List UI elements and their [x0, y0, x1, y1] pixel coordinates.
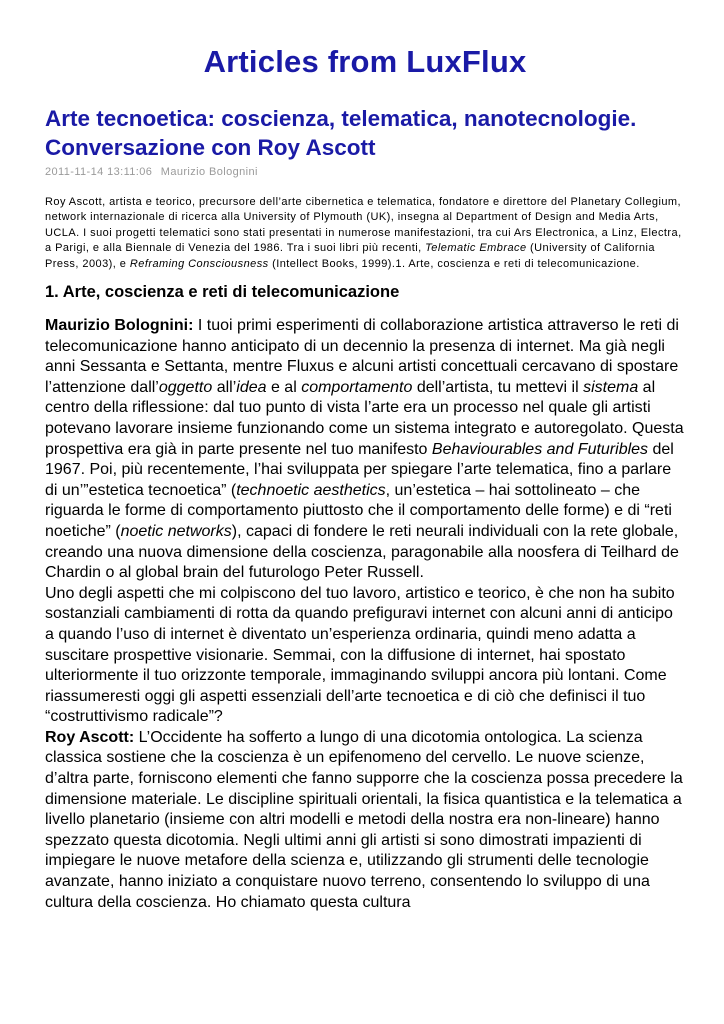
article-date: 2011-11-14 13:11:06: [45, 166, 153, 178]
article-author: Maurizio Bolognini: [160, 166, 258, 178]
intro-paragraph: [45, 195, 683, 272]
speaker-label: Roy Ascott:: [45, 728, 135, 746]
speaker-label: Maurizio Bolognini:: [45, 317, 194, 334]
article-meta: [45, 166, 258, 178]
question-paragraph: Uno degli aspetti che mi colpiscono del tuo lavoro, artistico e teorico, è che non ha subito sostanziali cambiamenti di rotta da quando prefiguravi internet con alcuni anni di anticipo a quando l’uso di internet è diventato un’esperienza ordinaria, quindi meno adatta a suscitare prospettive visionarie. Semmai, con la diffusione di internet, hai spostato ulteriormente il tuo orizzonte temporale, immaginando sviluppi ancora più lontani. Come riassumeresti oggi gli aspetti essenziali dell’arte tecnoetica e di ciò che definisci il tuo “costruttivismo radicale”?: [45, 584, 675, 726]
intro-text: (University of California Press, 2003), e: [45, 242, 656, 270]
book-title: Telematic Embrace: [425, 242, 527, 255]
question-paragraph: Maurizio Bolognini: I tuoi primi esperimenti di collaborazione artistica attraverso le reti di telecomunicazione hanno anticipato di un decennio la presenza di internet. Ma già negli anni Sessanta e Settanta, mentre Fluxus e alcuni artisti concettuali cercavano di spostare l’attenzione dall’oggetto all’idea e al comportamento dell’artista, tu mettevi il sistema al centro della riflessione: dal tuo punto di vista l’arte era un processo nel quale gli artisti potevano lavorare insieme funzionando come un sistema integrato e autoregolato. Questa prospettiva era già in parte presente nel tuo manifesto Behaviourables and Futuribles del 1967. Poi, più recentemente, l’hai sviluppata per spiegare l’arte telematica, fino a parlare di un’”estetica tecnoetica” (technoetic aesthetics, un’estetica – hai sottolineato – che riguarda le forme di comportamento piuttosto che il comportamento delle forme) e di “reti noetiche” (noetic networks), capaci di fondere le reti neurali individuali con la rete globale, creando una nuova dimensione della coscienza, paragonabile alla noosfera di Teilhard de Chardin o al global brain del futurologo Peter Russell.: [45, 317, 684, 582]
article-title: Arte tecnoetica: coscienza, telematica, nanotecnologie. Conversazione con Roy Ascott: [45, 106, 637, 160]
interview-body: [45, 316, 685, 913]
intro-text: (Intellect Books, 1999).1. Arte, coscienza e reti di telecomunicazione.: [268, 257, 640, 270]
section-heading: 1. Arte, coscienza e reti di telecomunicazione: [45, 283, 400, 301]
book-title: Reframing Consciousness: [129, 257, 269, 270]
answer-paragraph: Roy Ascott: L’Occidente ha sofferto a lungo di una dicotomia ontologica. La scienza classica sostiene che la coscienza è un epifenomeno del cervello. Le nuove scienze, d’altra parte, forniscono elementi che fanno supporre che la coscienza possa precedere la dimensione materiale. Le discipline spirituali orientali, la fisica quantistica e la telematica a livello planetario (insieme con altri modelli e metodi della nostra era non-lineare) hanno spezzato questa dicotomia. Negli ultimi anni gli artisti si sono dimostrati impazienti di impiegare le nuove metafore della scienza e, utilizzando gli strumenti delle tecnologie avanzate, hanno iniziato a conquistare nuovo terreno, consentendo lo sviluppo di una cultura della coscienza. Ho chiamato questa cultura: [45, 728, 683, 911]
site-title: Articles from LuxFlux: [203, 44, 527, 79]
intro-text: Roy Ascott, artista e teorico, precursore dell’arte cibernetica e telematica, fondatore e direttore del Planetary Collegium, network internazionale di ricerca alla University of Plymouth (UK), insegna al Department of Design and Media Arts, UCLA. I suoi progetti telematici sono stati presentati in numerose manifestazioni, tra cui Ars Electronica, a Linz, Electra, a Parigi, e alla Biennale di Venezia del 1986. Tra i suoi libri più recenti,: [45, 196, 682, 255]
